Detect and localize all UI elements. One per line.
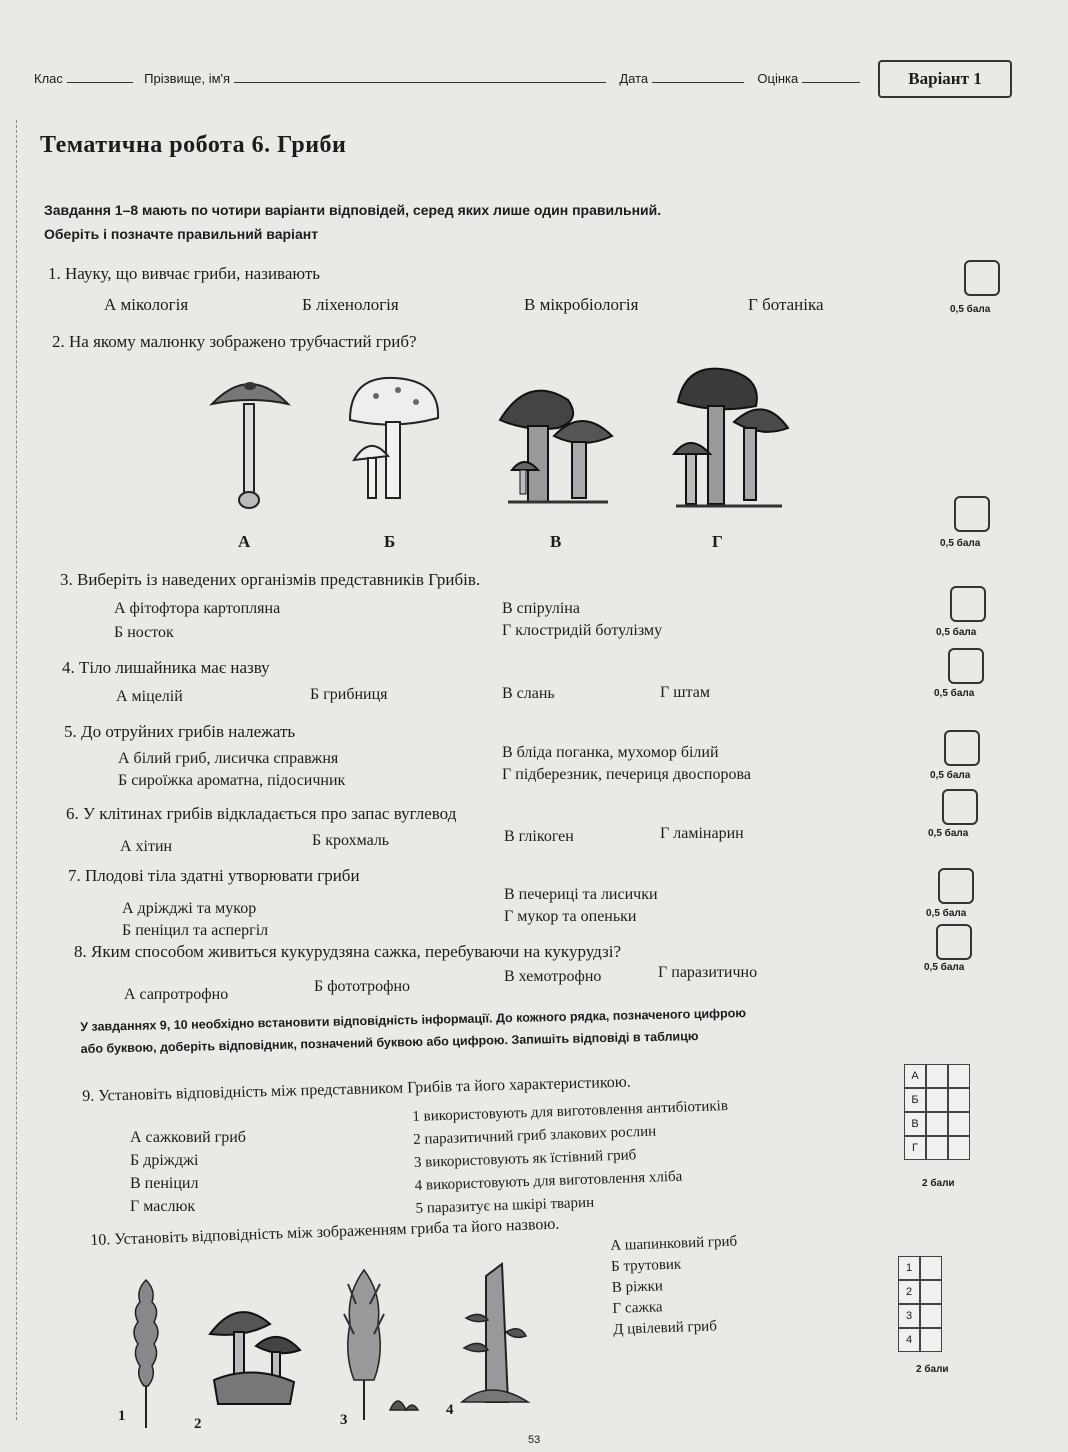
q4-option-b[interactable]: Б грибниця: [310, 686, 388, 703]
header-fields: [34, 70, 860, 86]
q8-answer-box[interactable]: [936, 924, 972, 960]
q9-grid-cell[interactable]: [926, 1064, 948, 1088]
q9-right-column: [412, 1095, 732, 1221]
q5-option-a[interactable]: А білий гриб, лисичка справжня: [118, 750, 339, 767]
grade-label: Оцінка: [757, 71, 799, 86]
instructions: [44, 198, 661, 246]
q6-option-v[interactable]: В глікоген: [504, 828, 574, 845]
date-field[interactable]: [652, 70, 744, 83]
question-1: 1. Науку, що вивчає гриби, називають: [48, 264, 321, 283]
q8-points: 0,5 бала: [924, 962, 965, 973]
q9-right-item: 1 використовують для виготовлення антибіотиків: [412, 1097, 729, 1125]
surname-field[interactable]: [234, 70, 606, 83]
q3-answer-box[interactable]: [950, 586, 986, 622]
q10-cap-mushroom-illustration: [204, 1300, 302, 1410]
q9-left-item: А сажковий гриб: [130, 1129, 246, 1146]
q7-option-v[interactable]: В печериці та лисички: [504, 886, 658, 903]
q2-picture-b-label[interactable]: Б: [384, 532, 396, 551]
q6-answer-box[interactable]: [942, 789, 978, 825]
q9-answer-grid: [904, 1064, 970, 1160]
q8-option-a[interactable]: А сапротрофно: [124, 986, 229, 1003]
mushroom-v-illustration: [498, 380, 614, 508]
question-8: 8. Яким способом живиться кукурудзяна сажка, перебуваючи на кукурудзі?: [74, 942, 621, 961]
mushroom-b-illustration: [346, 376, 442, 504]
q4-option-g[interactable]: Г штам: [660, 684, 710, 701]
q5-points: 0,5 бала: [930, 770, 971, 781]
q9-left-column: [130, 1126, 246, 1218]
q10-grid-row-label: 1: [898, 1256, 920, 1280]
surname-label: Прізвище, ім'я: [144, 71, 231, 86]
q6-points: 0,5 бала: [928, 828, 969, 839]
q9-grid-cell[interactable]: [948, 1088, 970, 1112]
question-3: 3. Виберіть із наведених організмів представників Грибів.: [60, 570, 481, 589]
q9-left-item: Г маслюк: [130, 1198, 196, 1215]
q10-picture-2-label[interactable]: 2: [194, 1416, 202, 1432]
q1-option-g[interactable]: Г ботаніка: [748, 295, 824, 314]
q1-answer-box[interactable]: [964, 260, 1000, 296]
q6-option-b[interactable]: Б крохмаль: [312, 832, 390, 849]
q10-right-item: Б трутовик: [610, 1256, 682, 1275]
q9-grid-row-label: Б: [904, 1088, 926, 1112]
q7-option-b[interactable]: Б пеніцил та аспергіл: [122, 922, 269, 939]
q10-grid-cell[interactable]: [920, 1280, 942, 1304]
q8-option-b[interactable]: Б фототрофно: [314, 978, 411, 995]
page-number: 53: [528, 1434, 541, 1446]
q9-grid-cell[interactable]: [926, 1088, 948, 1112]
q5-option-v[interactable]: В бліда поганка, мухомор білий: [502, 744, 719, 761]
q3-points: 0,5 бала: [936, 627, 977, 638]
q9-points: 2 бали: [922, 1178, 955, 1189]
q2-picture-v-label[interactable]: В: [550, 532, 562, 551]
q9-right-item: 5 паразитує на шкірі тварин: [415, 1194, 595, 1217]
q10-right-column: [610, 1232, 740, 1341]
q8-option-v[interactable]: В хемотрофно: [504, 968, 602, 985]
q4-option-v[interactable]: В слань: [502, 685, 555, 702]
q9-right-item: 3 використовують як їстівний гриб: [413, 1147, 637, 1171]
q1-option-b[interactable]: Б ліхенологія: [302, 295, 399, 314]
q7-answer-box[interactable]: [938, 868, 974, 904]
q2-answer-box[interactable]: [954, 496, 990, 532]
q10-grid-cell[interactable]: [920, 1256, 942, 1280]
q10-ergot-grain-illustration: [340, 1264, 420, 1424]
matching-instructions-line-2: або буквою, доберіть відповідник, позначений буквою або цифрою. Запишіть відповіді в таблицю: [80, 1029, 699, 1056]
q4-points: 0,5 бала: [934, 688, 975, 699]
q4-option-a[interactable]: А міцелій: [116, 688, 183, 705]
q10-points: 2 бали: [916, 1364, 949, 1375]
q9-left-item: В пеніцил: [130, 1175, 199, 1192]
q2-picture-a-label[interactable]: А: [238, 532, 251, 551]
q6-option-g[interactable]: Г ламінарин: [660, 825, 744, 842]
q9-grid-row-label: А: [904, 1064, 926, 1088]
matching-instructions: [80, 1002, 747, 1060]
question-2: 2. На якому малюнку зображено трубчастий гриб?: [52, 332, 417, 351]
q5-option-g[interactable]: Г підберезник, печериця двоспорова: [502, 766, 751, 783]
q1-option-v[interactable]: В мікробіологія: [524, 295, 639, 314]
instructions-line-1: Завдання 1–8 мають по чотири варіанти відповідей, серед яких лише один правильний.: [44, 202, 662, 218]
q10-grid-row-label: 2: [898, 1280, 920, 1304]
page-title: Тематична робота 6. Гриби: [40, 132, 347, 158]
variant-badge: Варіант 1: [878, 60, 1012, 98]
q3-option-b[interactable]: Б носток: [114, 624, 174, 641]
q10-right-item: В ріжки: [611, 1278, 664, 1296]
date-label: Дата: [619, 71, 649, 86]
q3-option-v[interactable]: В спіруліна: [502, 600, 580, 617]
q10-picture-3-label[interactable]: 3: [340, 1412, 348, 1428]
q3-option-a[interactable]: А фітофтора картопляна: [114, 600, 281, 617]
question-4: 4. Тіло лишайника має назву: [62, 658, 270, 677]
q10-grid-row-label: 3: [898, 1304, 920, 1328]
matching-instructions-line-1: У завданнях 9, 10 необхідно встановити відповідність інформації. До кожного рядка, позначеного цифрою: [80, 1006, 747, 1034]
q9-grid-cell[interactable]: [926, 1112, 948, 1136]
q7-option-a[interactable]: А дріжджі та мукор: [122, 900, 257, 917]
q10-picture-1-label[interactable]: 1: [118, 1408, 126, 1424]
class-field[interactable]: [67, 70, 133, 83]
question-10: 10. Установіть відповідність між зображенням гриба та його назвою.: [90, 1215, 560, 1249]
mushroom-a-illustration: [210, 372, 290, 512]
q5-option-b[interactable]: Б сироїжка ароматна, підосичник: [118, 772, 346, 789]
q9-grid-row-label: В: [904, 1112, 926, 1136]
q9-grid-cell[interactable]: [948, 1136, 970, 1160]
q10-grid-cell[interactable]: [920, 1328, 942, 1352]
q9-left-item: Б дріжджі: [130, 1152, 199, 1169]
grade-field[interactable]: [802, 70, 860, 83]
q5-answer-box[interactable]: [944, 730, 980, 766]
q8-option-g[interactable]: Г паразитично: [658, 964, 758, 981]
q9-right-item: 4 використовують для виготовлення хліба: [414, 1168, 683, 1194]
q1-option-a[interactable]: А мікологія: [104, 295, 189, 314]
q9-grid-cell[interactable]: [948, 1064, 970, 1088]
q10-answer-grid: [898, 1256, 942, 1352]
q6-option-a[interactable]: А хітин: [120, 838, 173, 855]
q9-grid-cell[interactable]: [926, 1136, 948, 1160]
q2-points: 0,5 бала: [940, 538, 981, 549]
q10-right-item: Д цвілевий гриб: [613, 1318, 718, 1338]
q10-grid-row-label: 4: [898, 1328, 920, 1352]
q9-grid-row-label: Г: [904, 1136, 926, 1160]
q1-points: 0,5 бала: [950, 304, 991, 315]
q10-right-item: А шапинковий гриб: [610, 1233, 738, 1254]
question-9: 9. Установіть відповідність між представником Грибів та його характеристикою.: [82, 1073, 631, 1105]
q10-tree-stump-illustration: [460, 1258, 530, 1404]
question-7: 7. Плодові тіла здатні утворювати гриби: [68, 866, 360, 885]
q10-wheat-ear-illustration: [126, 1270, 166, 1430]
class-label: Клас: [34, 71, 63, 86]
q3-option-g[interactable]: Г клостридій ботулізму: [502, 622, 663, 639]
instructions-line-2: Оберіть і позначте правильний варіант: [44, 226, 319, 242]
q9-right-item: 2 паразитичний гриб злакових рослин: [412, 1123, 657, 1148]
mushroom-g-illustration: [672, 366, 790, 512]
q7-option-g[interactable]: Г мукор та опеньки: [504, 908, 637, 925]
q4-answer-box[interactable]: [948, 648, 984, 684]
q10-picture-4-label[interactable]: 4: [446, 1402, 454, 1418]
perforation-line: [16, 120, 17, 1420]
q10-right-item: Г сажка: [612, 1299, 663, 1317]
question-5: 5. До отруйних грибів належать: [64, 722, 296, 741]
q10-grid-cell[interactable]: [920, 1304, 942, 1328]
q7-points: 0,5 бала: [926, 908, 967, 919]
q9-grid-cell[interactable]: [948, 1112, 970, 1136]
q2-picture-g-label[interactable]: Г: [712, 532, 723, 551]
question-6: 6. У клітинах грибів відкладається про запас вуглевод: [66, 804, 457, 823]
